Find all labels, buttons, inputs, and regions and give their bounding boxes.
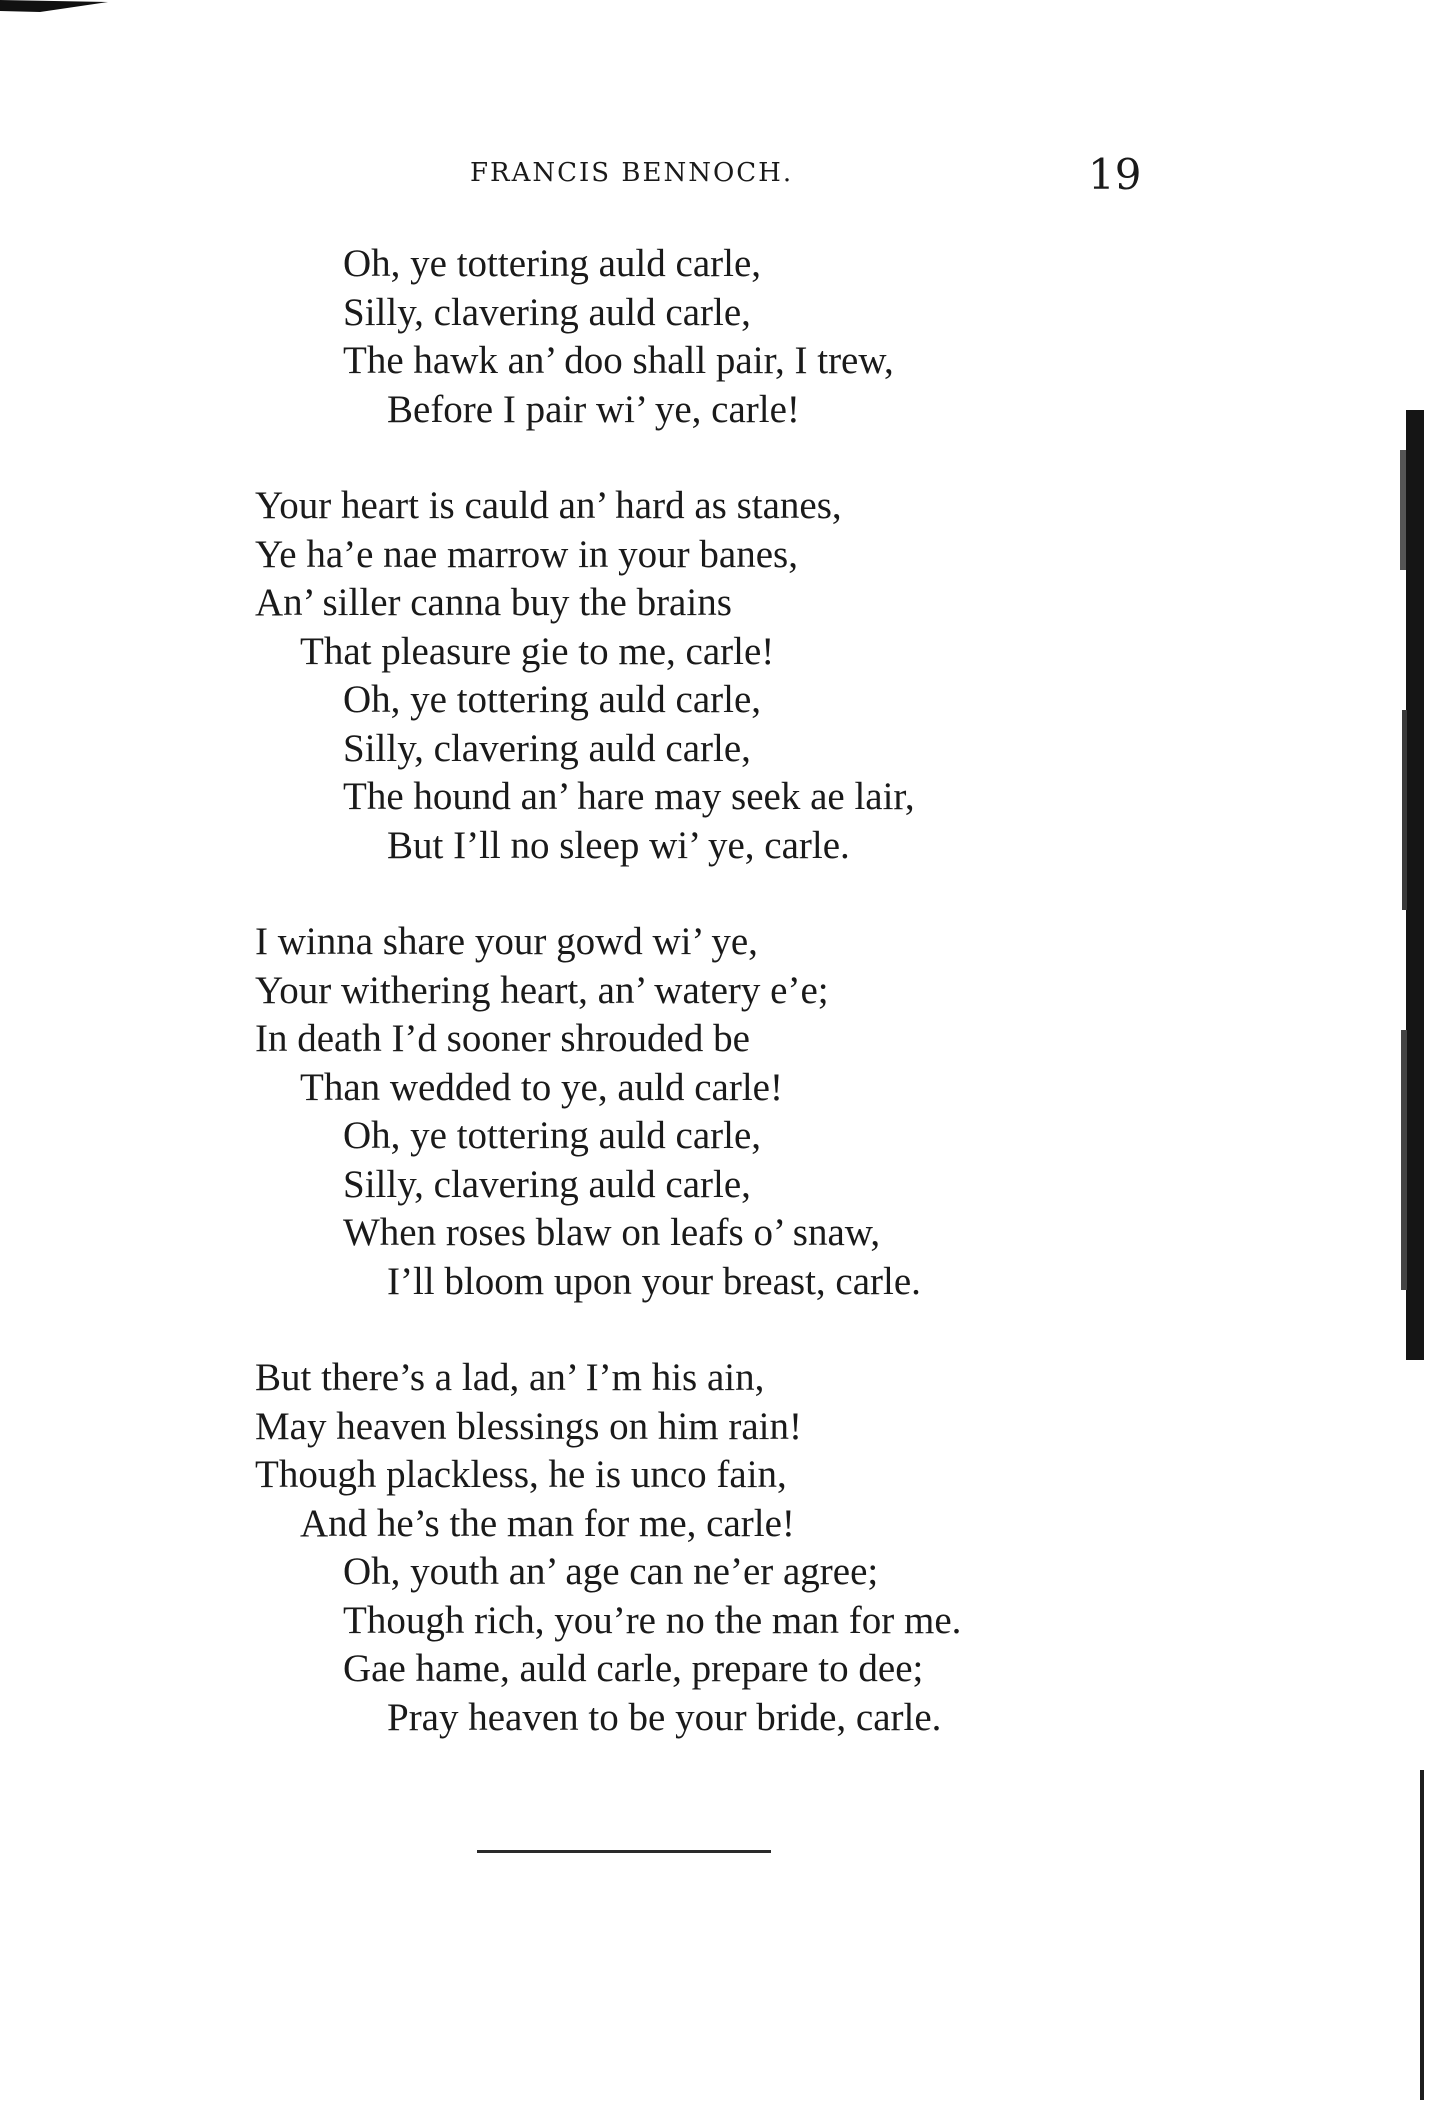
- poem-line: Silly, clavering auld carle,: [343, 1162, 751, 1206]
- stanza: [0, 1354, 1432, 1742]
- poem-line: Oh, ye tottering auld carle,: [343, 1114, 762, 1157]
- stanza: [0, 482, 1432, 870]
- poem-line: Than wedded to ye, auld carle!: [300, 1065, 783, 1109]
- poem-line: I winna share your gowd wi’ ye,: [255, 920, 758, 963]
- running-head: [0, 150, 1432, 200]
- poem-line: Though plackless, he is unco fain,: [255, 1453, 787, 1496]
- closing-rule: [477, 1850, 771, 1853]
- poem-line: When roses blaw on leafs o’ snaw,: [343, 1211, 881, 1254]
- stanza: [0, 240, 1432, 434]
- poem-line: An’ siller canna buy the brains: [255, 581, 732, 624]
- stanza: [0, 918, 1432, 1306]
- page-number: 19: [1088, 150, 1142, 199]
- scan-edge-mark: [0, 0, 110, 12]
- poem-line: May heaven blessings on him rain!: [255, 1404, 802, 1448]
- poem-line: Oh, ye tottering auld carle,: [343, 242, 762, 285]
- running-title: FRANCIS BENNOCH.: [470, 158, 794, 188]
- poem-line: Silly, clavering auld carle,: [343, 290, 751, 334]
- poem-line: But there’s a lad, an’ I’m his ain,: [255, 1356, 765, 1399]
- poem-line: Your withering heart, an’ watery e’e;: [255, 968, 829, 1012]
- poem-line: But I’ll no sleep wi’ ye, carle.: [387, 823, 850, 867]
- poem-line: And he’s the man for me, carle!: [300, 1501, 795, 1545]
- poem-line: Silly, clavering auld carle,: [343, 726, 751, 770]
- poem-line: Though rich, you’re no the man for me.: [343, 1598, 962, 1642]
- poem-line: Your heart is cauld an’ hard as stanes,: [255, 484, 842, 527]
- poem-line: The hawk an’ doo shall pair, I trew,: [343, 339, 894, 382]
- poem-line: Ye ha’e nae marrow in your banes,: [255, 532, 798, 576]
- poem-line: Before I pair wi’ ye, carle!: [387, 387, 800, 431]
- poem-line: Oh, youth an’ age can ne’er agree;: [343, 1550, 879, 1593]
- poem-line: Gae hame, auld carle, prepare to dee;: [343, 1647, 924, 1690]
- right-page-edge: [1420, 1770, 1424, 2100]
- poem-line: Oh, ye tottering auld carle,: [343, 678, 762, 721]
- poem-line: Pray heaven to be your bride, carle.: [387, 1695, 942, 1739]
- poem-line: I’ll bloom upon your breast, carle.: [387, 1259, 921, 1303]
- poem-line: The hound an’ hare may seek ae lair,: [343, 775, 915, 818]
- binding-shadow: [1392, 410, 1432, 1360]
- poem-line: In death I’d sooner shrouded be: [255, 1017, 750, 1060]
- poem-line: That pleasure gie to me, carle!: [300, 629, 775, 673]
- poem-body: [0, 240, 1432, 1790]
